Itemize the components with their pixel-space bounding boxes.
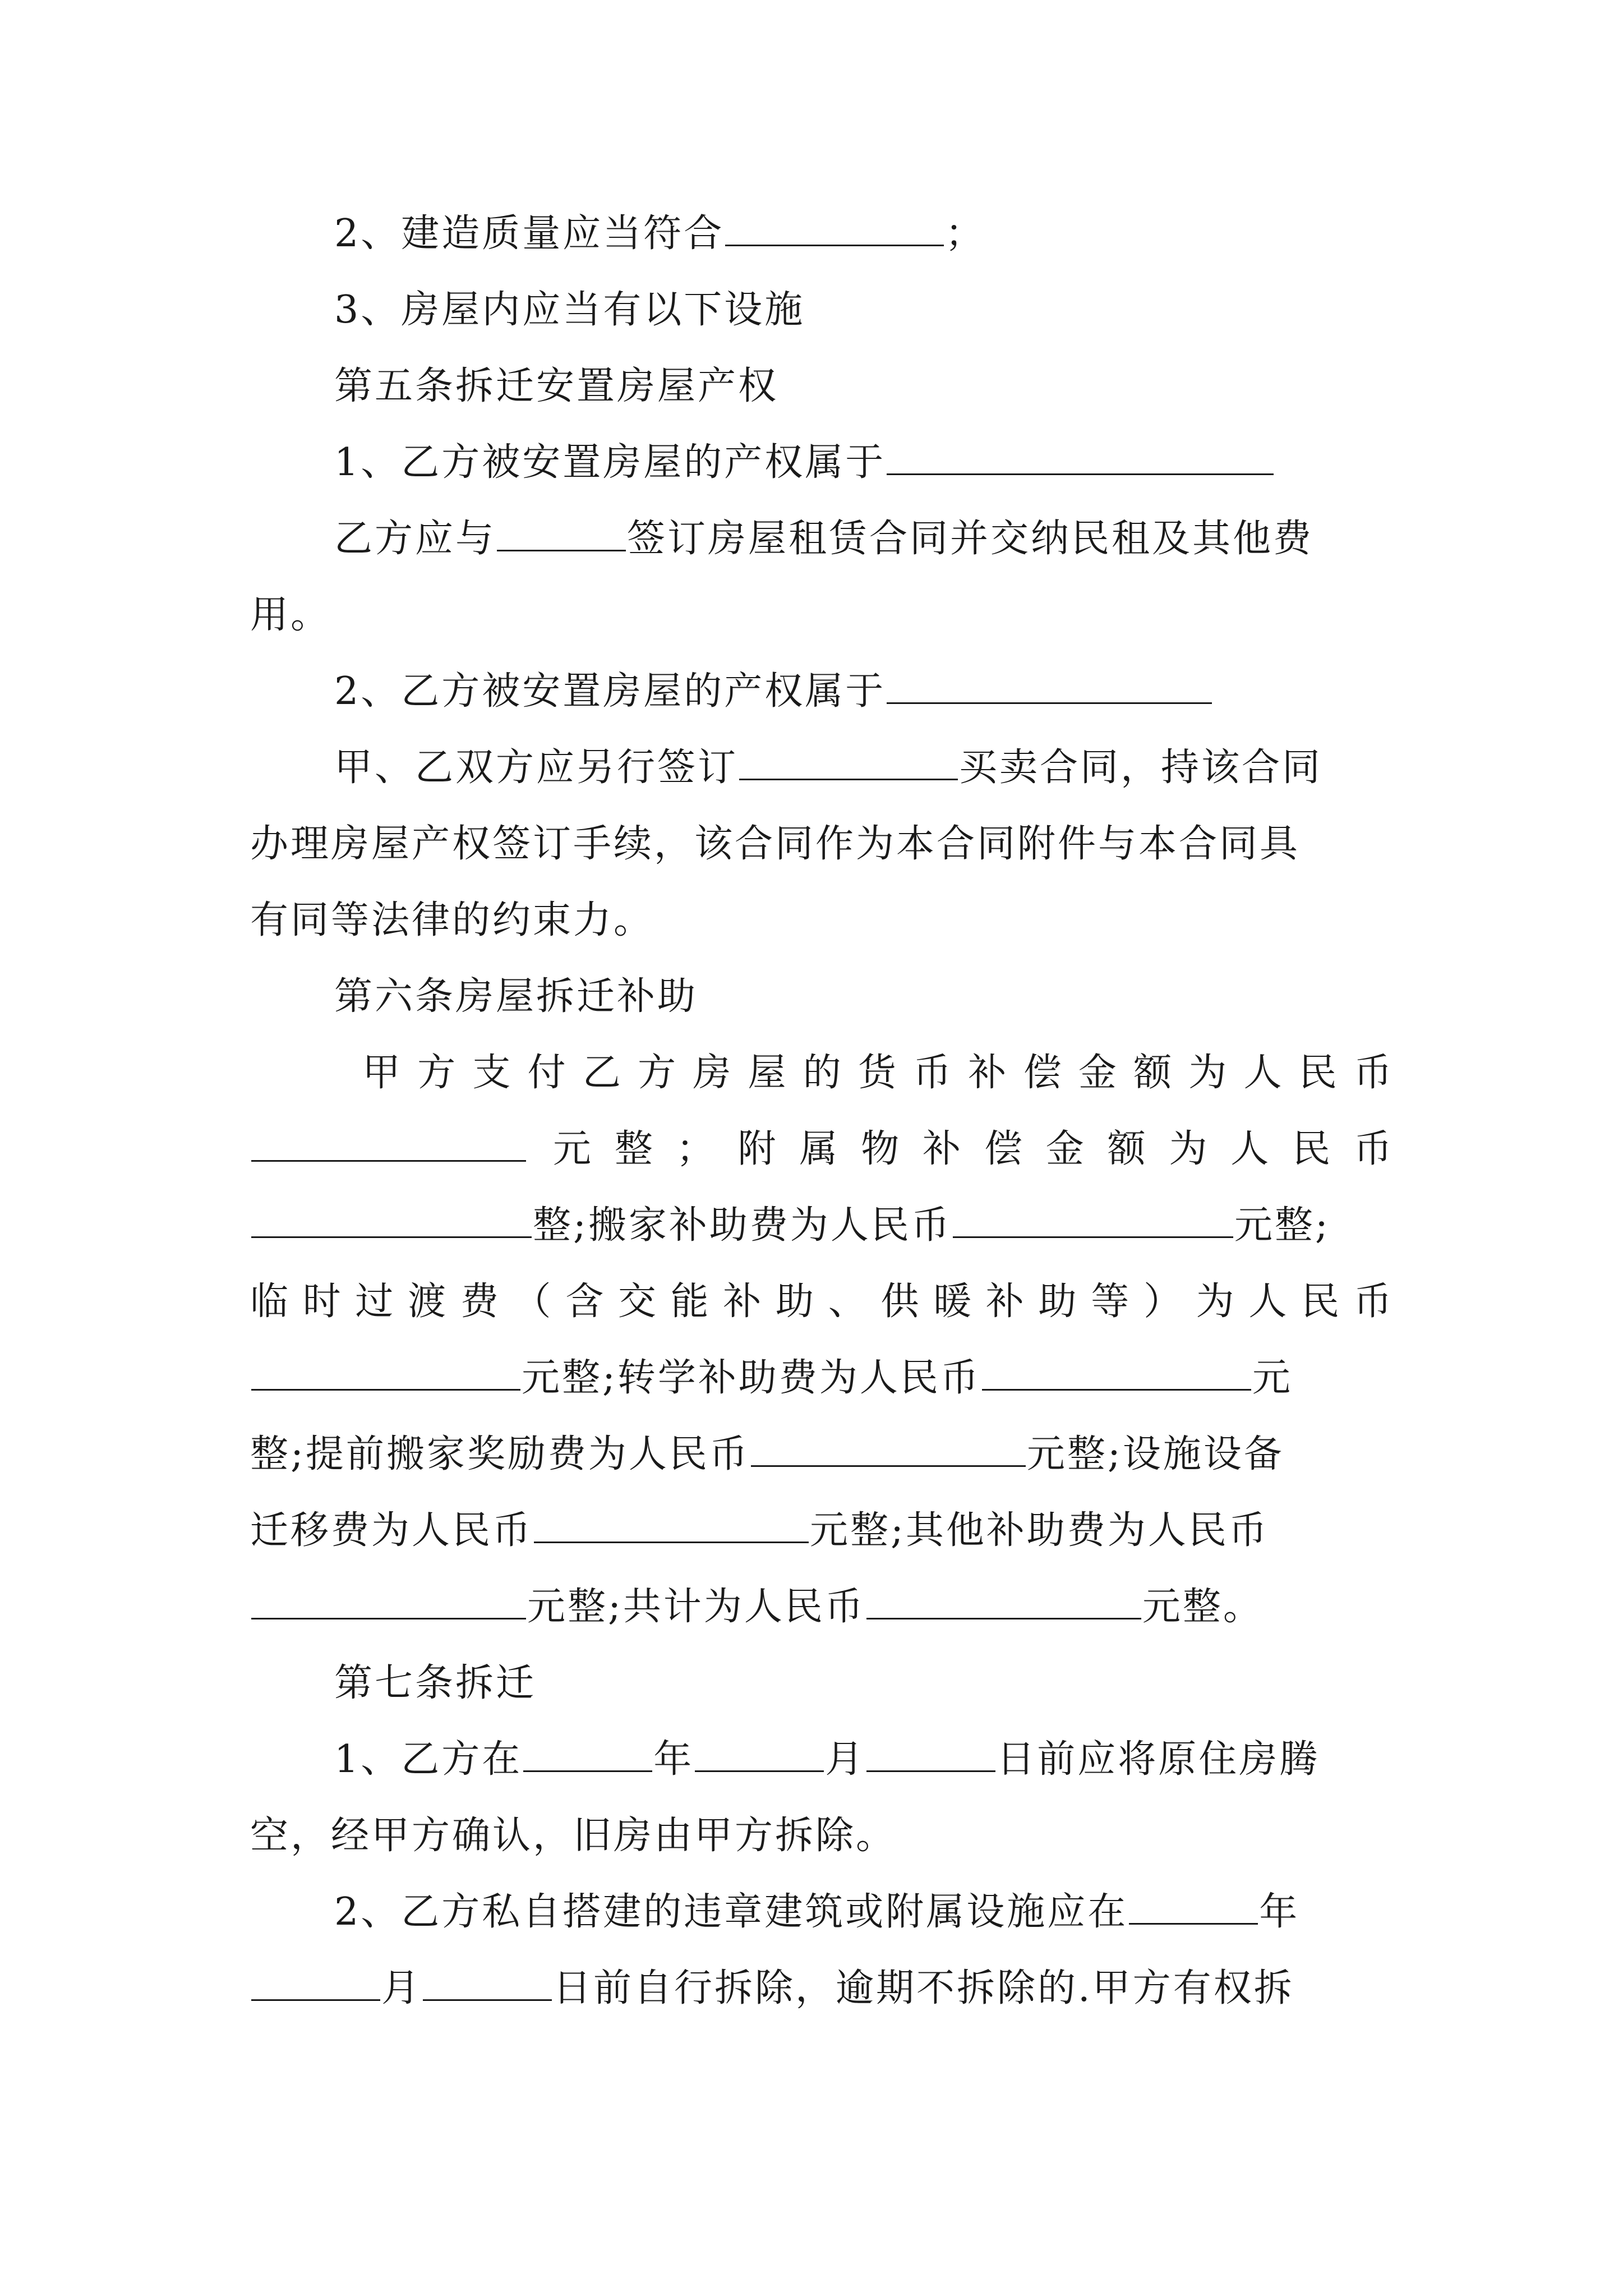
clause-line [334,438,1275,488]
clause-text: 元整;设施设备 [1026,1432,1284,1476]
fill-blank[interactable] [423,1964,552,2001]
glyph: 货 [857,1051,898,1095]
clause-text: 元整; [1234,1203,1330,1248]
article-heading [334,972,698,1022]
clause-text: 2、建造质量应当符合 [334,211,725,256]
clause-line [250,1811,896,1861]
clause-text: 办理房屋产权签订手续，该合同作为本合同附件与本合同具 [250,822,1301,866]
fill-blank[interactable] [1129,1888,1258,1925]
clause-line [250,1506,1269,1556]
glyph: 偿 [984,1127,1025,1171]
clause-line [250,1963,1294,2014]
glyph: 金 [1045,1127,1086,1171]
glyph: 费 [460,1280,501,1324]
glyph: 交 [617,1280,658,1324]
glyph: 人 [1243,1051,1284,1095]
glyph: 金 [1078,1051,1119,1095]
glyph: 临 [250,1280,291,1324]
glyph: 暖 [933,1280,974,1324]
fill-blank[interactable] [251,1964,380,2001]
glyph: 偿 [1023,1051,1064,1095]
fill-blank[interactable] [887,668,1212,704]
fill-blank[interactable] [534,1507,809,1543]
clause-text: 迁移费为人民币 [250,1508,533,1553]
clause-line [250,1124,527,1175]
glyph: 附 [737,1127,778,1171]
glyph: 补 [923,1127,963,1171]
clause-line [334,666,1213,717]
glyph: 含 [565,1280,606,1324]
clause-text: 元 [1252,1356,1293,1400]
fill-blank[interactable] [739,744,958,780]
clause-text: 年 [1259,1890,1300,1934]
glyph: 甲 [362,1051,403,1095]
glyph: 时 [302,1280,343,1324]
glyph: ） [1143,1280,1184,1324]
glyph: 、 [828,1280,869,1324]
clause-line [334,209,985,259]
fill-blank[interactable] [497,515,626,551]
glyph: 物 [861,1127,902,1171]
glyph: 助 [1038,1280,1079,1324]
heading-text: 第七条拆迁 [334,1661,537,1705]
clause-line [553,1124,1394,1175]
clause-text: 1、乙方被安置房屋的产权属于 [334,440,886,485]
glyph: 人 [1248,1280,1289,1324]
clause-text: 月 [825,1737,866,1782]
fill-blank[interactable] [866,1583,1141,1619]
article-heading [334,361,778,412]
glyph: 为 [1188,1051,1229,1095]
clause-text: 整;提前搬家奖励费为人民币 [250,1432,750,1476]
glyph: 方 [417,1051,458,1095]
clause-line [250,1353,1293,1404]
glyph: 为 [1169,1127,1210,1171]
clause-text: 元整;其他补助费为人民币 [810,1508,1269,1553]
clause-line [250,590,331,641]
glyph: 屋 [748,1051,789,1095]
glyph: 过 [355,1280,396,1324]
fill-blank[interactable] [751,1430,1026,1467]
clause-text: 元整;转学补助费为人民币 [522,1356,981,1400]
glyph: 供 [880,1280,921,1324]
fill-blank[interactable] [251,1202,532,1238]
clause-line [250,1582,1264,1632]
clause-text: 用。 [250,593,331,637]
glyph: 整 [614,1127,655,1171]
glyph: 币 [1353,1127,1394,1171]
clause-line [250,1200,1330,1251]
clause-line [334,285,805,335]
clause-text: 元整;共计为人民币 [527,1585,865,1629]
glyph: 民 [1298,1051,1339,1095]
clause-text: 乙方应与 [334,517,496,561]
clause-line [250,1429,1284,1480]
clause-text: 1、乙方在 [334,1737,523,1782]
glyph: 额 [1107,1127,1148,1171]
clause-line [250,895,654,946]
clause-text: 整;搬家补助费为人民币 [533,1203,952,1248]
clause-line [334,1734,1320,1785]
fill-blank[interactable] [251,1354,520,1391]
clause-text: 3、房屋内应当有以下设施 [334,288,805,332]
article-heading [334,1658,536,1709]
clause-line [334,514,1313,564]
glyph: 补 [723,1280,764,1324]
clause-text: 元整。 [1142,1585,1264,1629]
glyph: 助 [776,1280,817,1324]
fill-blank[interactable] [887,439,1274,475]
glyph: 币 [913,1051,954,1095]
clause-text: 签订房屋租赁合同并交纳民租及其他费 [627,517,1314,561]
fill-blank[interactable] [523,1736,652,1772]
glyph: 为 [1196,1280,1237,1324]
fill-blank[interactable] [251,1583,526,1619]
glyph: 补 [985,1280,1026,1324]
glyph: 房 [693,1051,734,1095]
clause-line [250,1277,1394,1327]
glyph: 方 [638,1051,679,1095]
glyph: 的 [803,1051,843,1095]
glyph: 属 [799,1127,840,1171]
glyph: 等 [1091,1280,1132,1324]
fill-blank[interactable] [953,1202,1233,1238]
glyph: 民 [1301,1280,1342,1324]
clause-text: 年 [653,1737,694,1782]
clause-text: 日前应将原住房腾 [997,1737,1320,1782]
glyph: 民 [1292,1127,1333,1171]
clause-text: 甲、乙双方应另行签订 [334,746,739,790]
heading-text: 第五条拆迁安置房屋产权 [334,364,779,408]
clause-text: ； [945,211,986,256]
fill-blank[interactable] [866,1736,995,1772]
fill-blank[interactable] [251,1125,526,1162]
glyph: 币 [1353,1051,1394,1095]
glyph: 能 [670,1280,711,1324]
glyph: ； [676,1127,717,1171]
clause-line [334,743,1322,793]
clause-line [250,819,1300,869]
clause-text: 日前自行拆除，逾期不拆除的.甲方有权拆 [553,1966,1294,2010]
clause-text: 月 [381,1966,422,2010]
fill-blank[interactable] [982,1354,1251,1391]
glyph: 币 [1353,1280,1394,1324]
glyph: 渡 [408,1280,449,1324]
clause-line [362,1048,1394,1098]
glyph: 元 [553,1127,594,1171]
glyph: 乙 [582,1051,623,1095]
clause-line [334,1887,1299,1938]
clause-text: 2、乙方私自搭建的违章建筑或附属设施应在 [334,1890,1128,1934]
glyph: 支 [472,1051,513,1095]
glyph: 人 [1230,1127,1271,1171]
glyph: 补 [968,1051,1009,1095]
glyph: （ [513,1280,554,1324]
glyph: 付 [527,1051,568,1095]
clause-text: 2、乙方被安置房屋的产权属于 [334,669,886,714]
clause-text: 空，经甲方确认，旧房由甲方拆除。 [250,1814,897,1858]
fill-blank[interactable] [725,210,944,246]
clause-text: 有同等法律的约束力。 [250,898,654,942]
glyph: 额 [1133,1051,1174,1095]
clause-text: 买卖合同，持该合同 [959,746,1323,790]
fill-blank[interactable] [695,1736,824,1772]
heading-text: 第六条房屋拆迁补助 [334,974,698,1019]
